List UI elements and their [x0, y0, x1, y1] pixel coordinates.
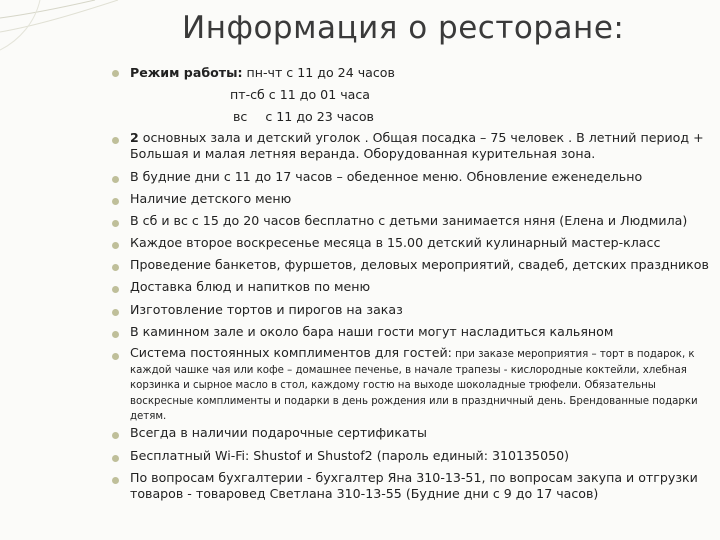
list-item-wifi: Бесплатный Wi-Fi: Shustof и Shustof2 (пароль единый: 310135050)	[130, 448, 570, 463]
bullet-icon	[112, 242, 119, 249]
list-item-kids-menu: Наличие детского меню	[130, 191, 292, 206]
halls-text: основных зала и детский уголок . Общая посадка – 75 человек . В летний период + Большая и малая летняя веранда. Оборудованная курительная зона.	[130, 130, 704, 161]
list-item-hookah: В каминном зале и около бара наши гости могут насладиться кальяном	[130, 324, 614, 339]
bullet-icon	[112, 477, 119, 484]
compliments-details: при заказе мероприятия – торт в подарок, к каждой чашке чая или кофе – домашнее печенье, в начале трапезы - кислородные коктейли, хлебная корзинка и сырное масло в стол, каждому гостю на выходе шоколадные трюфели. Обязательны воскресные комплименты и подарки в день рождения или в праздничный день. Брендованные подарки детям.	[130, 349, 698, 422]
list-item-banquets: Проведение банкетов, фуршетов, деловых мероприятий, свадеб, детских праздников	[130, 257, 709, 272]
schedule-sunday-label: вс	[233, 109, 248, 124]
bullet-icon	[112, 264, 119, 271]
list-item-cakes: Изготовление тортов и пирогов на заказ	[130, 302, 403, 317]
decorative-curves	[0, 0, 140, 120]
list-item-compliments	[130, 346, 710, 424]
schedule-line-3	[233, 109, 374, 124]
bullet-icon	[112, 286, 119, 293]
bullet-icon	[112, 137, 119, 144]
bullet-icon	[112, 432, 119, 439]
list-item-nanny: В сб и вс с 15 до 20 часов бесплатно с детьми занимается няня (Елена и Людмила)	[130, 213, 688, 228]
schedule-label: Режим работы:	[130, 65, 243, 80]
bullet-icon	[112, 309, 119, 316]
bullet-icon	[112, 455, 119, 462]
list-item-lunch-menu: В будние дни с 11 до 17 часов – обеденное меню. Обновление еженедельно	[130, 169, 643, 184]
bullet-icon	[112, 353, 119, 360]
list-item-contacts: По вопросам бухгалтерии - бухгалтер Яна 310-13-51, по вопросам закупа и отгрузки товаров - товаровед Светлана 310-13-55 (Будние дни с 9 до 17 часов)	[130, 470, 698, 501]
schedule-line-1	[130, 65, 395, 80]
schedule-sunday-time: с 11 до 23 часов	[265, 109, 374, 124]
bullet-icon	[112, 70, 119, 77]
schedule-line-2: пт-сб с 11 до 01 часа	[230, 87, 371, 102]
bullet-icon	[112, 176, 119, 183]
list-item-delivery: Доставка блюд и напитков по меню	[130, 279, 371, 294]
schedule-weekdays: пн-чт с 11 до 24 часов	[246, 65, 395, 80]
bullet-icon	[112, 220, 119, 227]
page-title: Информация о ресторане:	[182, 10, 625, 46]
list-item-certificates: Всегда в наличии подарочные сертификаты	[130, 425, 427, 440]
bullet-icon	[112, 331, 119, 338]
halls-count: 2	[130, 130, 139, 145]
bullet-icon	[112, 198, 119, 205]
list-item-master-class: Каждое второе воскресенье месяца в 15.00 детский кулинарный мастер-класс	[130, 235, 661, 250]
list-item-halls	[130, 130, 710, 162]
compliments-title: Система постоянных комплиментов для гостей:	[130, 345, 452, 360]
